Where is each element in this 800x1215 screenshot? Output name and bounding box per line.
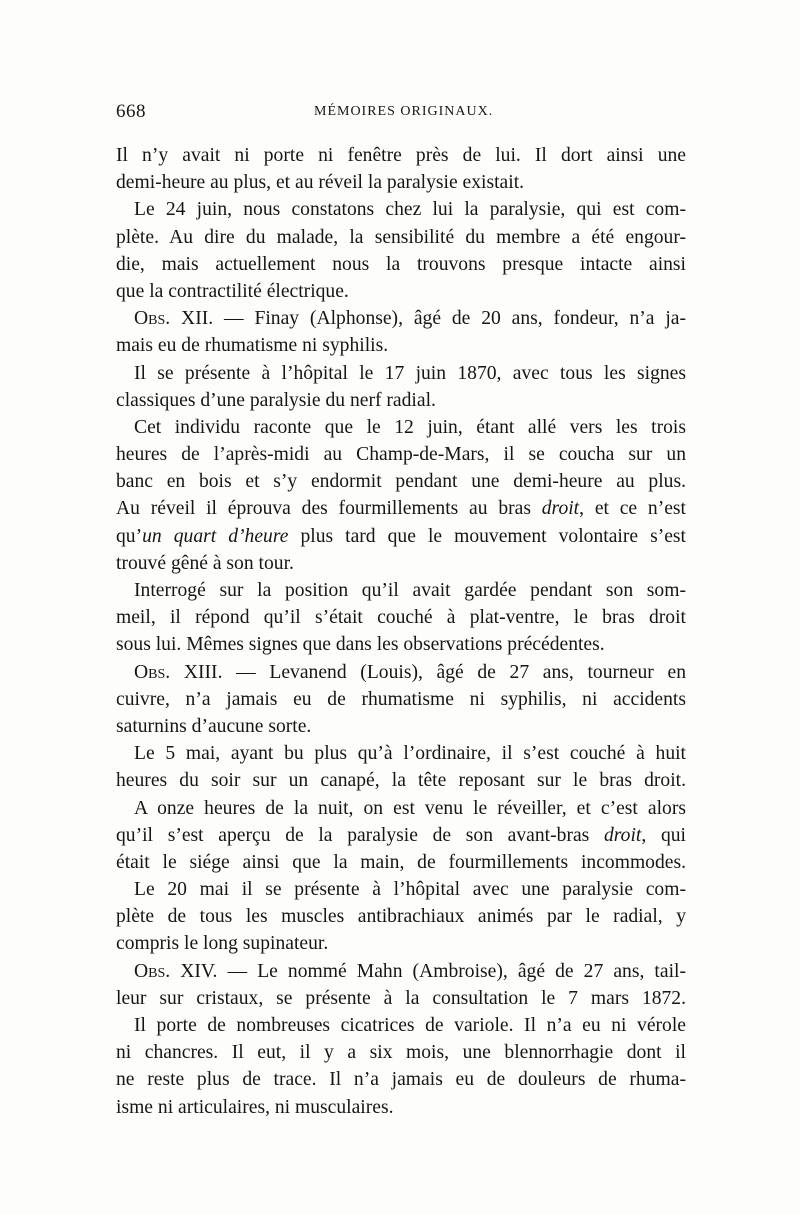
body-text [116,142,686,1121]
text-segment: XIII. — Levanend (Louis), âgé de 27 ans, tourneur en [170,661,686,683]
text-segment: classiques d’une paralysie du nerf radial. [116,389,436,411]
text-line [116,1012,686,1039]
text-line [116,713,686,740]
text-segment: cuivre, n’a jamais eu de rhumatisme ni syphilis, ni accidents [116,688,686,710]
text-line [116,1066,686,1093]
text-line [116,332,686,359]
text-segment: qu’il s’est aperçu de la paralysie de son avant-bras [116,824,604,846]
text-segment: Le 20 mai il se présente à l’hôpital avec une paralysie com- [134,879,686,901]
text-line [116,930,686,957]
text-line [116,577,686,604]
text-line [116,441,686,468]
text-line [116,468,686,495]
text-line [116,822,686,849]
text-segment: Il n’y avait ni porte ni fenêtre près de lui. Il dort ainsi une [116,145,686,166]
text-segment: sous lui. Mêmes signes que dans les observations précédentes. [116,634,605,656]
text-line [116,767,686,794]
text-line [116,849,686,876]
text-segment: meil, il répond qu’il s’était couché à plat-ventre, le bras droit [116,607,686,629]
text-segment: isme ni articulaires, ni musculaires. [116,1096,394,1118]
text-segment: Interrogé sur la position qu’il avait gardée pendant son som- [134,580,686,601]
text-line [116,251,686,278]
text-segment: trouvé gêné à son tour. [116,552,294,574]
text-segment: était le siége ainsi que la main, de fourmillements incommodes. [116,851,686,873]
observation-label: Obs. [134,661,171,683]
text-segment: ne reste plus de trace. Il n’a jamais eu de douleurs de rhuma- [116,1069,686,1091]
text-line [116,903,686,930]
observation-label: Obs. [134,308,171,330]
text-segment: , qui [641,824,686,846]
text-segment: banc en bois et s’y endormit pendant une demi-heure au plus. [116,471,686,493]
observation-label: Obs. [134,960,171,982]
italic-text: droit [541,498,580,520]
running-title: MÉMOIRES ORIGINAUX. [314,104,494,119]
text-segment: , et ce n’est [579,498,686,520]
text-segment: plus tard que le mouvement volontaire s’est [288,525,687,547]
text-line [116,686,686,713]
text-line [116,224,686,251]
text-segment: plète de tous les muscles antibrachiaux animés par le radial, y [116,906,686,928]
text-line [116,1094,686,1121]
page-number: 668 [116,101,146,122]
page-header [116,101,686,127]
text-segment: heures de l’après-midi au Champ-de-Mars, il se coucha sur un [116,444,686,466]
text-line [116,740,686,767]
text-line [116,169,686,196]
text-line [116,196,686,223]
text-segment: saturnins d’aucune sorte. [116,715,312,737]
text-line [116,495,686,522]
text-segment: heures du soir sur un canapé, la tête reposant sur le bras droit. [116,770,686,792]
text-segment: Il porte de nombreuses cicatrices de variole. Il n’a eu ni vérole [134,1015,686,1036]
text-segment: Au réveil il éprouva des fourmillements au bras [116,498,542,520]
text-line [116,360,686,387]
italic-text: un quart d’heure [142,525,289,547]
text-segment: demi-heure au plus, et au réveil la paralysie existait. [116,172,525,194]
text-line [116,1039,686,1066]
text-segment: ni chancres. Il eut, il y a six mois, une blennorrhagie dont il [116,1042,686,1064]
text-segment: Le 5 mai, ayant bu plus qu’à l’ordinaire, il s’est couché à huit [134,743,686,765]
text-line [116,876,686,903]
text-line [116,305,686,332]
text-segment: leur sur cristaux, se présente à la consultation le 7 mars 1872. [116,987,686,1009]
text-segment: mais eu de rhumatisme ni syphilis. [116,335,389,357]
text-segment: A onze heures de la nuit, on est venu le réveiller, et c’est alors [134,797,686,819]
text-segment: Cet individu raconte que le 12 juin, étant allé vers les trois [134,416,686,438]
text-line [116,414,686,441]
text-line [116,142,686,169]
text-line [116,795,686,822]
text-segment: compris le long supinateur. [116,933,329,955]
text-line [116,387,686,414]
text-segment: qu’ [116,525,143,547]
italic-text: droit [603,824,642,846]
text-line [116,523,686,550]
text-segment: XIV. — Le nommé Mahn (Ambroise), âgé de 27 ans, tail- [170,960,686,982]
text-line [116,604,686,631]
text-segment: plète. Au dire du malade, la sensibilité du membre a été engour- [116,226,686,248]
text-line [116,550,686,577]
text-segment: Il se présente à l’hôpital le 17 juin 1870, avec tous les signes [134,362,686,384]
text-line [116,985,686,1012]
text-segment: die, mais actuellement nous la trouvons presque intacte ainsi [116,253,686,275]
text-line [116,278,686,305]
text-segment: que la contractilité électrique. [116,280,349,302]
text-line [116,631,686,658]
text-segment: Le 24 juin, nous constatons chez lui la paralysie, qui est com- [134,199,686,221]
text-line [116,958,686,985]
text-segment: XII. — Finay (Alphonse), âgé de 20 ans, fondeur, n’a ja- [170,308,686,330]
text-line [116,659,686,686]
